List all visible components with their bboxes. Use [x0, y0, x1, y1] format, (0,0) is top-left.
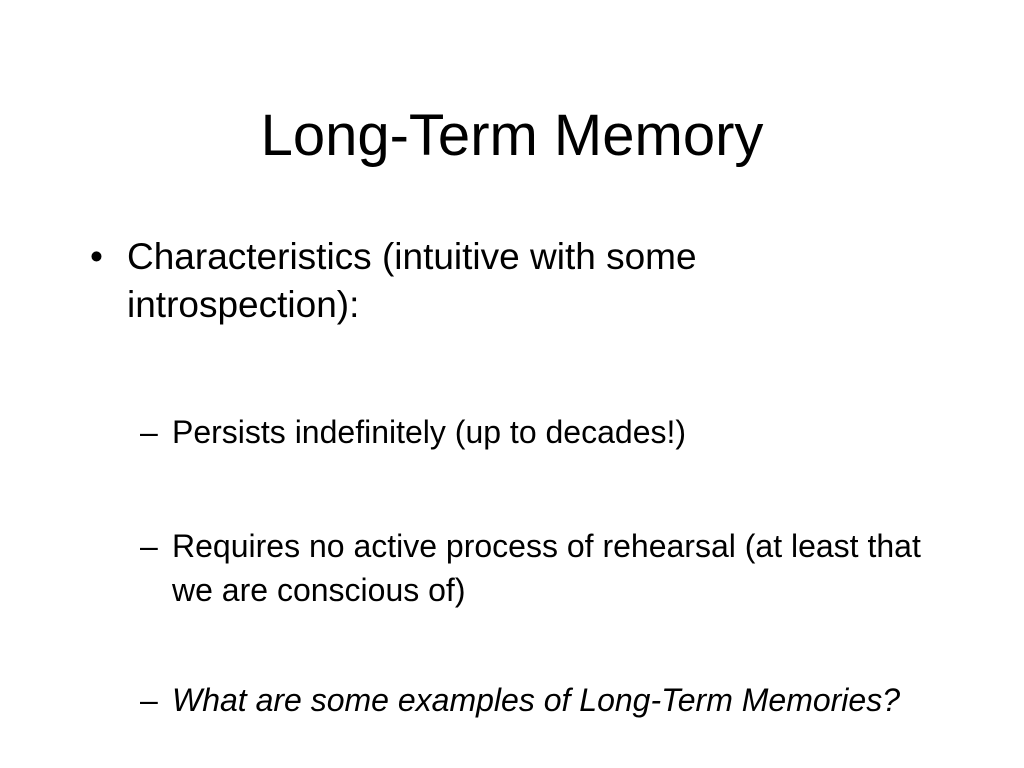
bullet-characteristics [90, 233, 870, 329]
bullet-marker: • [90, 236, 103, 277]
sub-bullet-marker: – [140, 414, 158, 450]
sub-bullet-text: Requires no active process of rehearsal (at least that we are conscious of) [172, 528, 921, 608]
sub-bullet-marker: – [140, 682, 158, 718]
sub-bullet-rehearsal [140, 524, 940, 612]
sub-bullet-examples-question [140, 678, 940, 722]
sub-bullet-text: What are some examples of Long-Term Memories? [172, 682, 900, 718]
sub-bullet-text: Persists indefinitely (up to decades!) [172, 414, 687, 450]
sub-bullet-persists [140, 410, 940, 454]
slide-title: Long-Term Memory [260, 103, 764, 168]
sub-bullet-marker: – [140, 528, 158, 564]
bullet-text: Characteristics (intuitive with some introspection): [127, 236, 697, 325]
